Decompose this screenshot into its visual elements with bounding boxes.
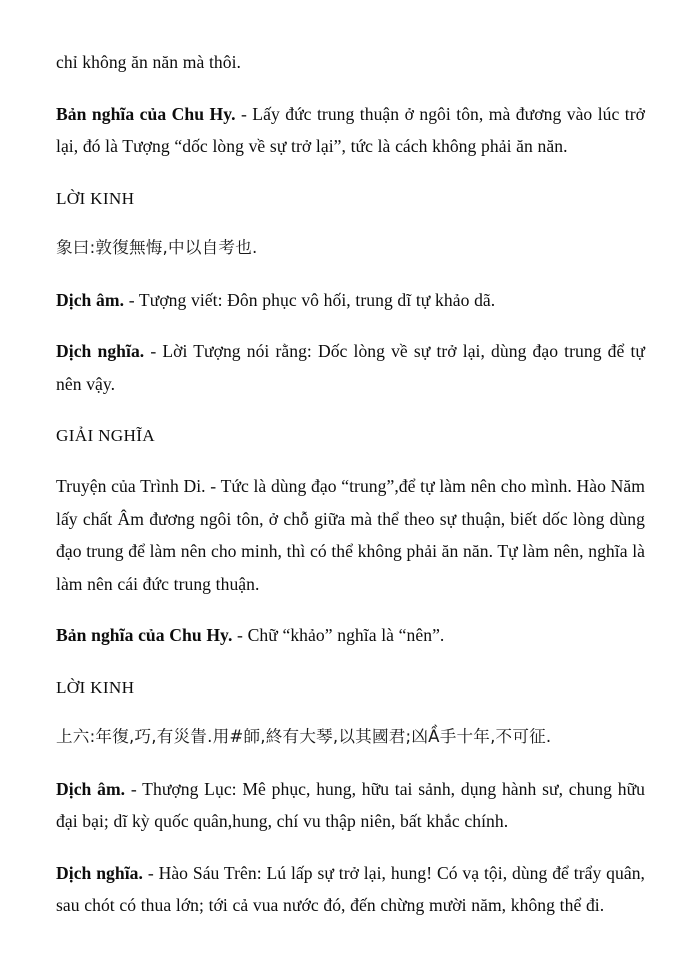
paragraph-lead-label: Bản nghĩa của Chu Hy. [56,625,233,645]
section-heading-loi-kinh-2: LỜI KINH [56,677,135,697]
paragraph-text: - Hào Sáu Trên: Lú lấp sự trở lại, hung! Có vạ tội, dùng để trẩy quân, sau chót có thua lớn; tới cả vua nước đó, đến chừng mười năm, không thể đi. [56,862,645,915]
paragraph-ban-nghia-chu-hy-2 [56,619,645,652]
paragraph-lead-label: Dịch âm. [56,778,126,799]
paragraph-lead-label: Dịch âm. [56,289,125,310]
paragraph-dich-nghia-2 [56,857,645,922]
chinese-source-text-2: 上六:年復,巧,有災眚.用#師,終有大琴,以其國君;凶Ầ手十年,不可征. [56,726,552,746]
paragraph-dich-nghia-1 [56,335,645,400]
paragraph-text: - Lấy đức trung thuận ở ngôi tôn, mà đương vào lúc trở lại, đó là Tượng “dốc lòng về sự trở lại”, tức là cách không phải ăn năn. [56,103,645,156]
paragraph-text: - Thượng Lục: Mê phục, hung, hữu tai sảnh, dụng hành sư, chung hữu đại bại; dĩ kỳ quốc quân,hung, chí vu thập niên, bất khắc chính. [56,778,645,831]
paragraph-lead-label: Dịch nghĩa. [56,862,143,883]
paragraph-truyen-cua-trinh-di [56,470,645,600]
paragraph-text: - Chữ “khảo” nghĩa là “nên”. [232,625,445,645]
paragraph-lead-label: Dịch nghĩa. [56,341,145,361]
paragraph-text: chỉ không ăn năn mà thôi. [56,52,241,72]
paragraph-text: - Tức là dùng đạo “trung”,để tự làm nên cho mình. Hào Năm lấy chất Âm đương ngôi tôn, ở chỗ giữa mà thể theo sự thuận, biết dốc lòng dùng đạo trung để làm nên cho minh, thì có thể không phải ăn năn. Tự làm nên, nghĩa là làm nên cái đức trung thuận. [56,476,646,594]
paragraph-ban-nghia-chu-hy-1 [56,98,645,163]
paragraph-text: - Lời Tượng nói rằng: Dốc lòng về sự trở lại, dùng đạo trung để tự nên vậy. [56,341,645,394]
paragraph-lead-label: Truyện của Trình Di. [56,476,206,496]
paragraph-text: - Tượng viết: Đôn phục vô hối, trung dĩ tự khảo dã. [124,289,496,310]
chinese-source-text-1: 象曰:敦復無悔,中以自考也. [56,237,258,257]
paragraph-dich-am-1 [56,284,645,317]
paragraph-lead-label: Bản nghĩa của Chu Hy. [56,103,236,124]
section-heading-giai-nghia: GIẢI NGHĨA [56,426,155,445]
paragraph-continuation [56,46,645,79]
section-heading-loi-kinh-1: LỜI KINH [56,188,135,208]
paragraph-dich-am-2 [56,773,645,838]
